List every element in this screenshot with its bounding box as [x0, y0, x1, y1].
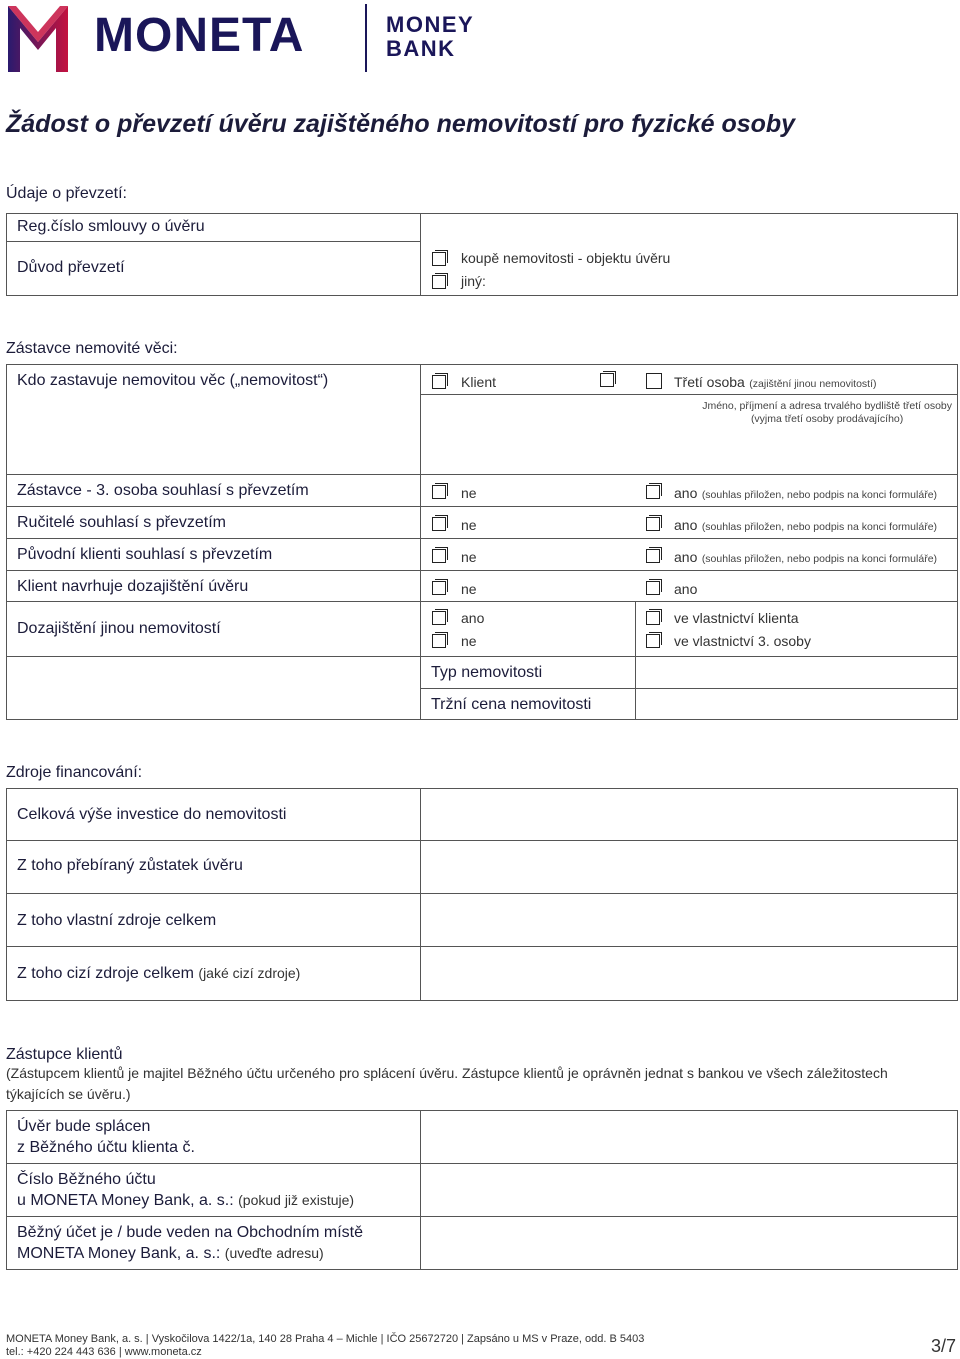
prebirany-zustatek-field[interactable] [422, 841, 957, 892]
option-koupe: koupě nemovitosti - objektu úvěru [461, 250, 671, 266]
checkbox-navrh-ano[interactable] [646, 579, 662, 595]
option-klient: Klient [461, 374, 497, 390]
checkbox-blank[interactable] [600, 371, 616, 387]
label-uver-splacen: Úvěr bude splácen z Běžného účtu klienta č. [17, 1118, 195, 1156]
page-title: Žádost o převzetí úvěru zajištěného nemovitostí pro fyzické osoby [6, 110, 796, 138]
option-ano: ano [461, 610, 485, 626]
section-heading-zastavce: Zástavce nemovité věci: [6, 340, 178, 357]
checkbox-puvodni-ne[interactable] [432, 547, 448, 563]
label-rucitele-souhlas: Ručitelé souhlasí s převzetím [17, 514, 226, 531]
logo-sub-bank: BANK [386, 36, 456, 61]
label-duvod: Důvod převzetí [17, 259, 125, 276]
option-vlastnictvi-klienta: ve vlastnictví klienta [674, 610, 799, 626]
option-jiny: jiný: [461, 273, 486, 289]
label-dozajisteni-navrh: Klient navrhuje dozajištění úvěru [17, 578, 249, 595]
footer-company: MONETA Money Bank, a. s. | Vyskočilova 1422/1a, 140 28 Praha 4 – Michle | IČO 25672720 | Zapsáno u MS v Praze, odd. B 5403 [6, 1333, 645, 1345]
zastupce-desc-1: (Zástupcem klientů je majitel Běžného účtu určeného pro splácení úvěru. Zástupce klientů je oprávněn jednat s bankou ve všech záležitostech [6, 1065, 888, 1081]
footer-contact: tel.: +420 224 443 636 | www.moneta.cz [6, 1346, 202, 1358]
option-ano: ano (souhlas přiložen, nebo podpis na konci formuláře) [674, 485, 938, 501]
checkbox-vlastnictvi-klienta[interactable] [646, 609, 662, 625]
checkbox-doz-ano[interactable] [432, 609, 448, 625]
option-ne: ne [461, 485, 477, 501]
checkbox-rucitele-ne[interactable] [432, 515, 448, 531]
option-ne: ne [461, 517, 477, 533]
option-ne: ne [461, 549, 477, 565]
obchodni-misto-field[interactable] [422, 1217, 957, 1269]
option-treti-osoba: Třetí osoba (zajištění jinou nemovitostí) [674, 374, 877, 390]
zastupce-desc-2: týkajících se úvěru.) [6, 1086, 131, 1102]
label-cislo-uctu: Číslo Běžného účtu u MONETA Money Bank, a. s.: (pokud již existuje) [17, 1171, 355, 1209]
treti-osoba-field[interactable] [421, 395, 957, 473]
label-obchodni-misto: Běžný účet je / bude veden na Obchodním místě MONETA Money Bank, a. s.: (uveďte adresu) [17, 1224, 363, 1262]
cislo-uctu-field[interactable] [422, 1164, 957, 1215]
section-heading-prevzeti: Údaje o převzetí: [6, 185, 127, 202]
reg-cislo-field[interactable] [422, 214, 957, 240]
checkbox-zastavce-ano[interactable] [646, 483, 662, 499]
page-number: 3/7 [930, 1336, 956, 1356]
note-jmeno: Jméno, příjmení a adresa trvalého bydliště třetí osoby (vyjma třetí osoby prodávajícího) [702, 400, 952, 425]
brand-logo-text: MONETA [94, 9, 305, 62]
label-puvodni-klienti: Původní klienti souhlasí s převzetím [17, 546, 273, 563]
label-prebirany-zustatek: Z toho přebíraný zůstatek úvěru [17, 857, 243, 874]
label-dozajisteni-jinou: Dozajištění jinou nemovitostí [17, 620, 221, 637]
label-celkova-investice: Celková výše investice do nemovitosti [17, 806, 287, 823]
option-ne: ne [461, 633, 477, 649]
checkbox-navrh-ne[interactable] [432, 579, 448, 595]
section-heading-zdroje: Zdroje financování: [6, 764, 143, 781]
trzni-cena-field[interactable] [637, 689, 957, 719]
celkova-investice-field[interactable] [422, 789, 957, 839]
checkbox-rucitele-ano[interactable] [646, 515, 662, 531]
checkbox-vlastnictvi-3-osoby[interactable] [646, 632, 662, 648]
label-kdo-zastavuje: Kdo zastavuje nemovitou věc („nemovitost“) [17, 372, 329, 389]
label-trzni-cena: Tržní cena nemovitosti [431, 696, 592, 713]
typ-nemovitosti-field[interactable] [637, 657, 957, 687]
cizi-zdroje-field[interactable] [422, 947, 957, 1000]
option-ne: ne [461, 581, 477, 597]
option-vlastnictvi-3-osoby: ve vlastnictví 3. osoby [674, 633, 811, 649]
label-cizi-zdroje: Z toho cizí zdroje celkem (jaké cizí zdroje) [17, 965, 301, 982]
checkbox-koupe[interactable] [432, 250, 448, 266]
logo-divider [365, 4, 367, 72]
moneta-logo-icon [6, 2, 70, 74]
section-heading-zastupce: Zástupce klientů [6, 1046, 123, 1063]
option-ano: ano (souhlas přiložen, nebo podpis na konci formuláře) [674, 549, 938, 565]
checkbox-klient[interactable] [432, 373, 448, 389]
label-typ-nemovitosti: Typ nemovitosti [431, 664, 543, 681]
label-reg-cislo: Reg.číslo smlouvy o úvěru [17, 218, 205, 235]
footer [6, 1333, 644, 1359]
checkbox-zastavce-ne[interactable] [432, 483, 448, 499]
checkbox-treti-osoba[interactable] [646, 373, 662, 389]
checkbox-puvodni-ano[interactable] [646, 547, 662, 563]
label-zastavce-souhlas: Zástavce - 3. osoba souhlasí s převzetím [17, 482, 309, 499]
checkbox-jiny[interactable] [432, 273, 448, 289]
ucet-klienta-field[interactable] [422, 1111, 957, 1162]
label-vlastni-zdroje: Z toho vlastní zdroje celkem [17, 912, 217, 929]
option-ano: ano [674, 581, 698, 597]
option-ano: ano (souhlas přiložen, nebo podpis na konci formuláře) [674, 517, 938, 533]
checkbox-doz-ne[interactable] [432, 632, 448, 648]
logo-sub-money: MONEY [386, 12, 475, 37]
vlastni-zdroje-field[interactable] [422, 894, 957, 945]
